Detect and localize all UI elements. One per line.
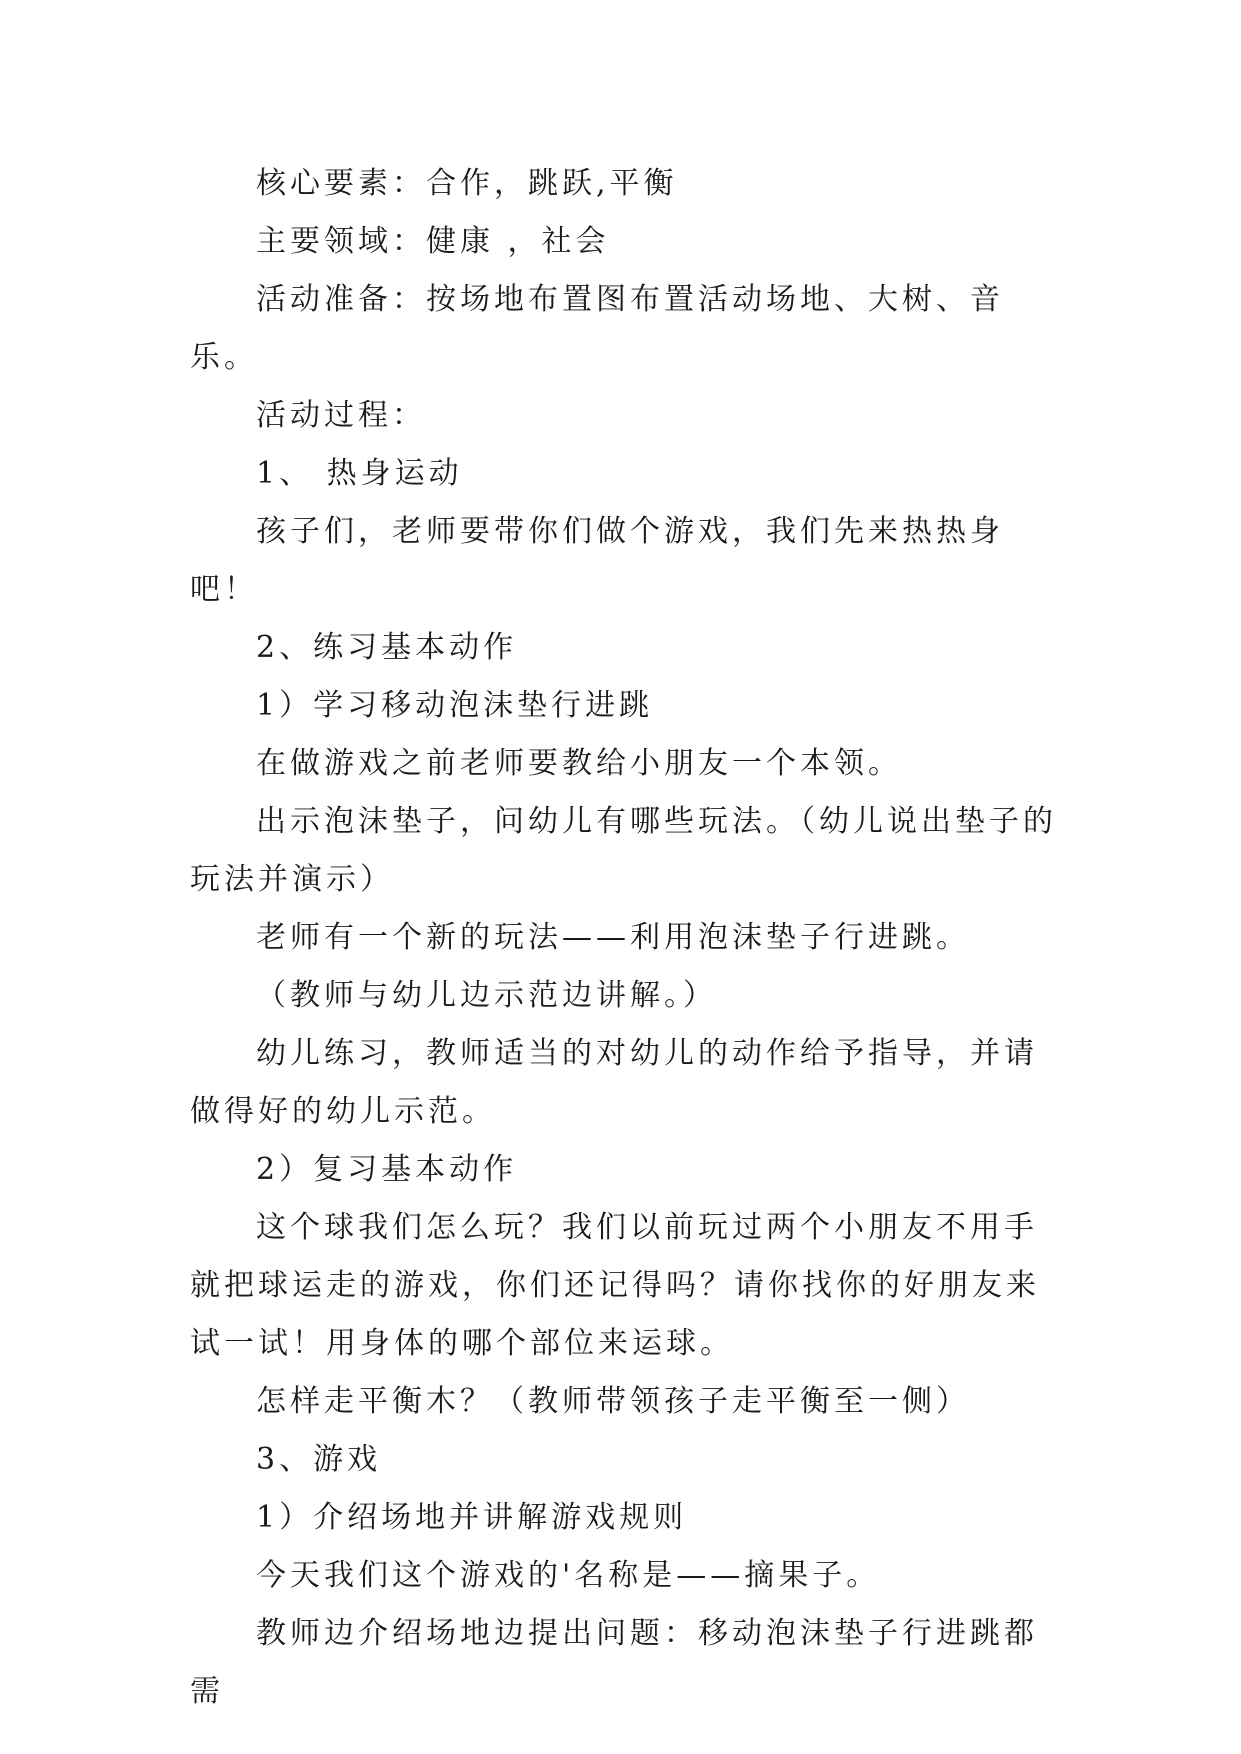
- paragraph-balance-beam: 怎样走平衡木？（教师带领孩子走平衡至一侧）: [256, 1384, 970, 1419]
- paragraph-ball-game: 这个球我们怎么玩？我们以前玩过两个小朋友不用手就把球运走的游戏，你们还记得吗？请你找你的好朋友来试一试！用身体的哪个部位来运球。: [190, 1210, 1040, 1361]
- paragraph-game-name: 今天我们这个游戏的'名称是——摘果子。: [256, 1558, 881, 1593]
- paragraph-main-domain: 主要领域：健康 ，社会: [256, 224, 610, 259]
- paragraph-activity-process-heading: 活动过程：: [256, 398, 426, 433]
- paragraph-activity-preparation: 活动准备：按场地布置图布置活动场地、大树、音乐。: [190, 282, 1004, 375]
- paragraph-warmup-heading: 1、 热身运动: [256, 456, 463, 491]
- paragraph-basic-actions-heading: 2、练习基本动作: [256, 630, 518, 665]
- paragraph-game-rules-heading: 1）介绍场地并讲解游戏规则: [256, 1500, 688, 1535]
- paragraph-children-practice: 幼儿练习，教师适当的对幼儿的动作给予指导，并请做得好的幼儿示范。: [190, 1036, 1038, 1129]
- paragraph-venue-questions: 教师边介绍场地边提出问题：移动泡沫垫子行进跳都需: [190, 1616, 1038, 1709]
- paragraph-new-play-method: 老师有一个新的玩法——利用泡沫垫子行进跳。: [256, 920, 970, 955]
- document-body: [190, 155, 1060, 1721]
- paragraph-core-elements: 核心要素：合作，跳跃,平衡: [256, 166, 678, 201]
- paragraph-warmup-text: 孩子们，老师要带你们做个游戏，我们先来热热身吧！: [190, 514, 1004, 607]
- paragraph-demonstration-note: （教师与幼儿边示范边讲解。）: [256, 978, 717, 1013]
- paragraph-show-foam-mat: 出示泡沫垫子，问幼儿有哪些玩法。（幼儿说出垫子的玩法并演示）: [190, 804, 1057, 897]
- paragraph-skill-intro: 在做游戏之前老师要教给小朋友一个本领。: [256, 746, 902, 781]
- paragraph-foam-mat-jump-heading: 1）学习移动泡沫垫行进跳: [256, 688, 654, 723]
- paragraph-review-heading: 2）复习基本动作: [256, 1152, 518, 1187]
- paragraph-game-heading: 3、游戏: [256, 1442, 382, 1477]
